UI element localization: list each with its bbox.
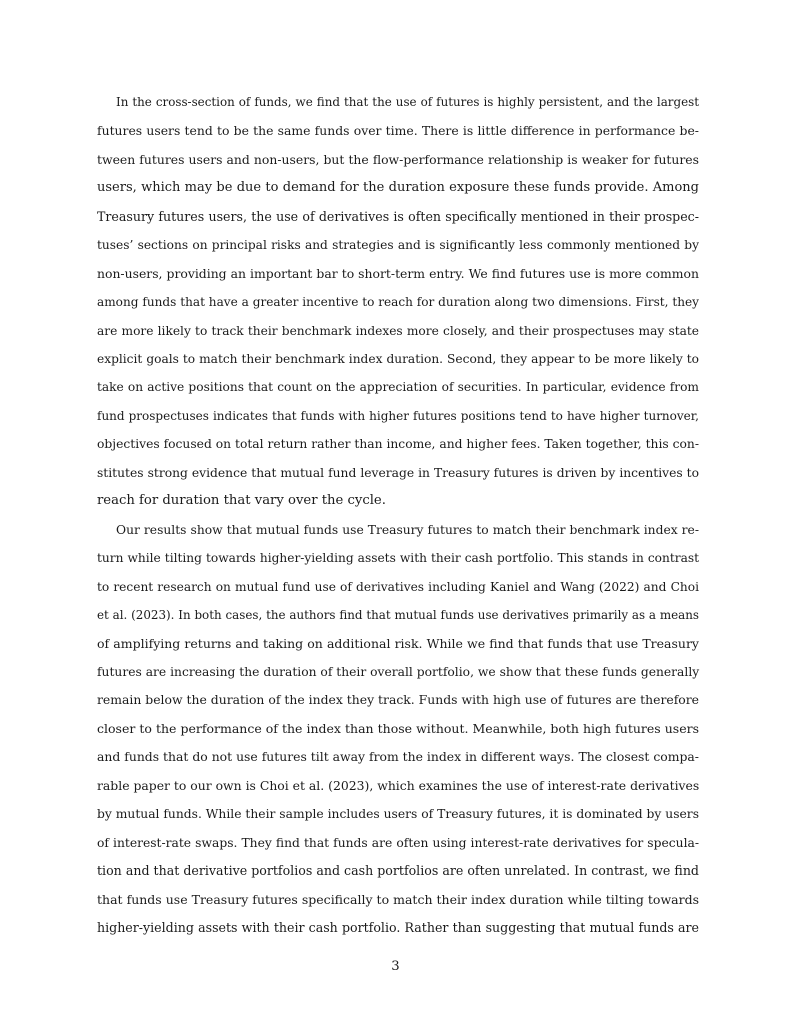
paragraph-1-line-12: fund prospectuses indicates that funds with higher futures positions tend to have higher turnover, [97,409,699,423]
paragraph-1-line-15: reach for duration that vary over the cycle. [97,493,386,508]
paragraph-1-line-1: In the cross-section of funds, we find that the use of futures is highly persistent, and the largest [116,95,699,109]
paragraph-2-line-2: turn while tilting towards higher-yielding assets with their cash portfolio. This stands in contrast [97,551,699,565]
paragraph-1-line-3: tween futures users and non-users, but the flow-performance relationship is weaker for futures [97,152,699,167]
paragraph-2-line-3: to recent research on mutual fund use of derivatives including Kaniel and Wang (2022) and Choi [97,580,699,594]
paragraph-2-line-11: by mutual funds. While their sample includes users of Treasury futures, it is dominated by users [97,807,699,821]
paragraph-2-line-5: of amplifying returns and taking on additional risk. While we find that funds that use Treasury [97,636,699,651]
paragraph-2-line-6: futures are increasing the duration of their overall portfolio, we show that these funds generally [97,665,700,679]
paragraph-2-line-13: tion and that derivative portfolios and cash portfolios are often unrelated. In contrast, we find [97,863,699,878]
paragraph-1-line-4: users, which may be due to demand for the duration exposure these funds provide. Among [97,180,699,195]
paragraph-1-line-5: Treasury futures users, the use of derivatives is often specifically mentioned in their prospec- [97,209,699,224]
paragraph-2-line-14: that funds use Treasury futures specifically to match their index duration while tilting towards [97,892,699,907]
paragraph-2-line-4: et al. (2023). In both cases, the authors find that mutual funds use derivatives primarily as a means [97,608,699,622]
paragraph-1-line-11: take on active positions that count on the appreciation of securities. In particular, evidence from [97,380,699,394]
paragraph-1-line-7: non-users, providing an important bar to short-term entry. We find futures use is more common [97,266,699,281]
paragraph-2-line-12: of interest-rate swaps. They find that funds are often using interest-rate derivatives for specula- [97,836,699,850]
page-number: 3 [391,959,400,974]
paragraph-2-line-10: rable paper to our own is Choi et al. (2023), which examines the use of interest-rate derivatives [97,778,700,793]
paragraph-1-line-14: stitutes strong evidence that mutual fund leverage in Treasury futures is driven by incentives to [97,466,699,480]
paragraph-2-line-7: remain below the duration of the index they track. Funds with high use of futures are therefore [97,692,699,707]
paragraph-1-line-8: among funds that have a greater incentive to reach for duration along two dimensions. First, they [97,295,699,309]
paragraph-2-line-1: Our results show that mutual funds use Treasury futures to match their benchmark index re- [116,523,699,537]
paragraph-2-line-8: closer to the performance of the index than those without. Meanwhile, both high futures users [97,721,699,736]
paragraph-2-line-9: and funds that do not use futures tilt away from the index in different ways. The closest compa- [97,749,699,764]
paragraph-1-line-10: explicit goals to match their benchmark index duration. Second, they appear to be more likely to [97,352,699,366]
paragraph-2-line-15: higher-yielding assets with their cash portfolio. Rather than suggesting that mutual funds are [97,920,699,935]
paragraph-1-line-6: tuses’ sections on principal risks and strategies and is significantly less commonly mentioned by [97,238,699,252]
paragraph-1-line-13: objectives focused on total return rather than income, and higher fees. Taken together, this con- [97,437,699,451]
paragraph-1-line-2: futures users tend to be the same funds over time. There is little difference in performance be- [97,123,699,138]
paragraph-1-line-9: are more likely to track their benchmark indexes more closely, and their prospectuses may state [97,324,699,338]
